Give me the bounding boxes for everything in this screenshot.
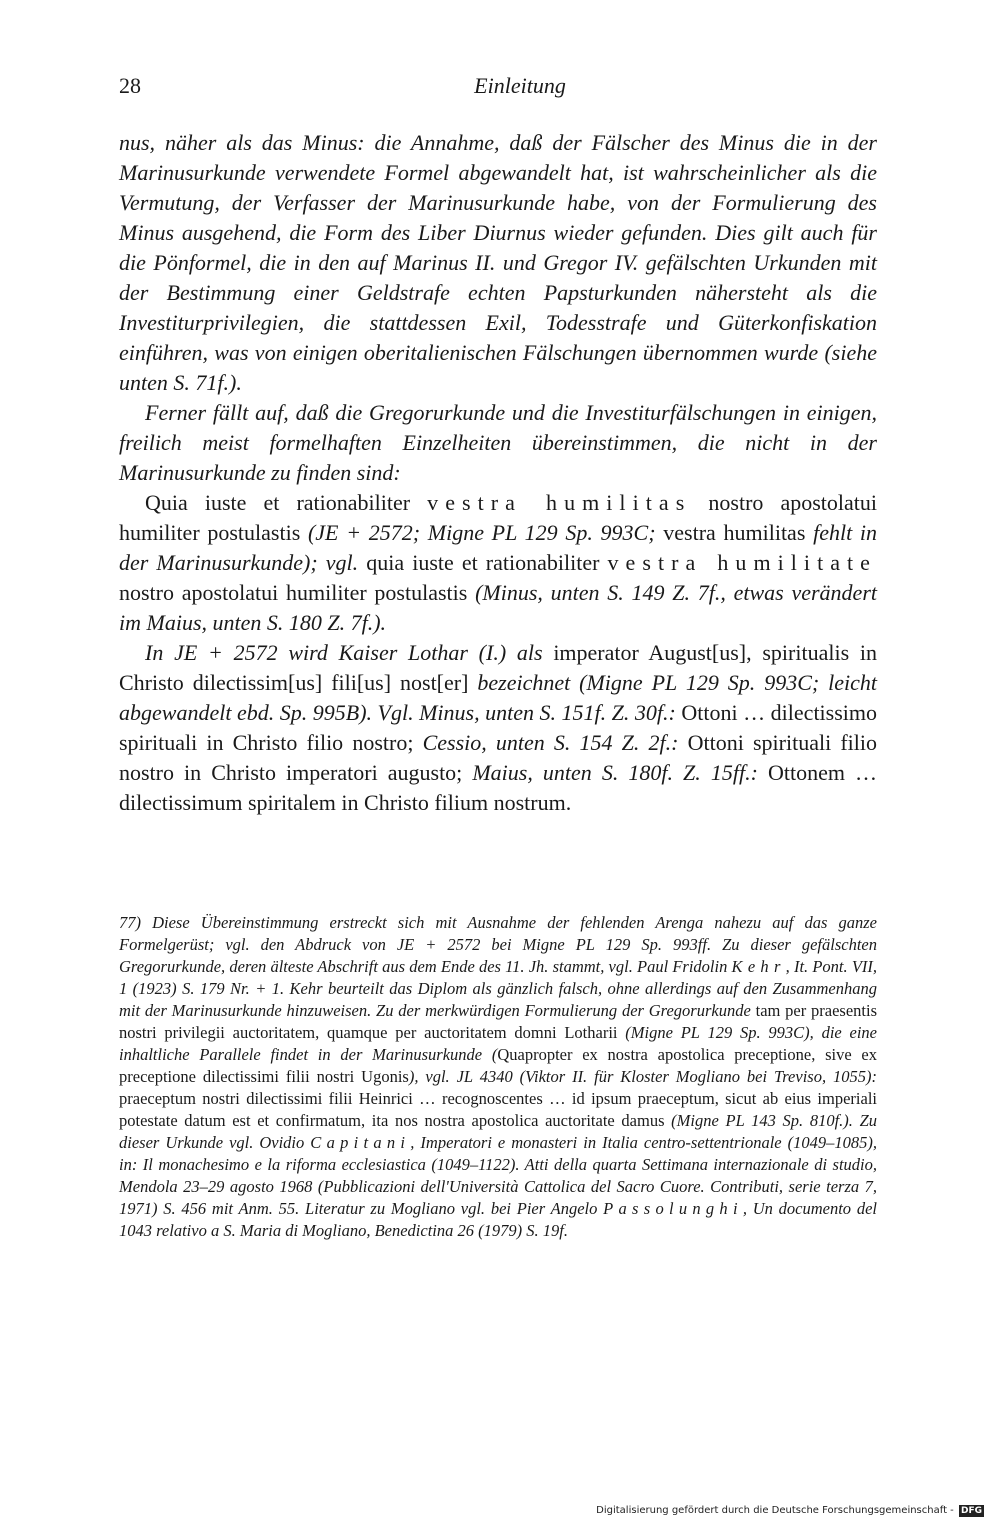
footnote-text: , Un documento del 1043 relativo a S. Maria di Mogliano, Benedictina 26 (1979) S. 19f.: [119, 1199, 877, 1240]
credit-text: Digitalisierung gefördert durch die Deutsche Forschungsgemeinschaft -: [596, 1505, 954, 1516]
author-name: Passolunghi: [603, 1199, 743, 1218]
latin-quote: praeceptum nostri dilectissimi filii Heinrici … recognoscentes … id ipsum praeceptum, sicut ab eius imperiali potestate datum est et confirmatum, ita nos nostra apostolica auctoritate damus: [119, 1089, 877, 1130]
latin-quote: Ottoni … dilectissimo spirituali in Christo filio nostro;: [119, 700, 878, 755]
latin-quote: Ottoni spirituali filio nostro in Christo imperatori augusto;: [119, 730, 877, 785]
page-number: 28: [119, 73, 141, 98]
latin-quote: imperator August[us], spiritualis in Christo dilectissim[us] fili[us] nost[er]: [119, 640, 877, 695]
citation: Cessio, unten S. 154 Z. 2f.:: [422, 730, 679, 755]
latin-quote: quia iuste et rationabiliter: [366, 550, 600, 575]
citation: (Minus, unten S. 149 Z. 7f., etwas verändert im Maius, unten S. 180 Z. 7f.).: [119, 580, 877, 635]
footnote-77: [119, 912, 877, 1242]
latin-quote: nostro apostolatui humiliter postulastis: [119, 490, 878, 545]
author-name: Capitani: [310, 1133, 411, 1152]
author-name: Kehr: [731, 957, 786, 976]
spaced-term: vestra humilitate: [607, 550, 877, 575]
latin-quote: Quia iuste et rationabiliter: [145, 490, 411, 515]
footnote-text: 77) Diese Übereinstimmung erstreckt sich mit Ausnahme der fehlenden Arenga nahezu auf das ganze Formelgerüst; vgl. den Abdruck von JE + 2572 bei Migne PL 129 Sp. 993ff. Zu dieser gefälschten Gregorurkunde, deren älteste Abschrift aus dem Ende des 11. Jh. stammt, vgl. Paul Fridolin: [119, 913, 877, 976]
latin-quote: tam per praesentis nostri privilegii auctoritatem, quamque per auctoritatem domni Lotharii: [119, 1001, 877, 1042]
running-head: Einleitung: [474, 73, 566, 98]
footnote-text: ), vgl. JL 4340 (Viktor II. für Kloster Mogliano bei Treviso, 1055):: [408, 1067, 877, 1086]
spaced-term: vestra humilitas: [427, 490, 692, 515]
paragraph-4: [119, 638, 877, 818]
body-text: [119, 128, 877, 818]
paragraph-3: [119, 488, 877, 638]
latin-quote: nostro apostolatui humiliter postulastis: [119, 580, 468, 605]
digitization-credit: [596, 1505, 984, 1517]
citation: bezeichnet (Migne PL 129 Sp. 993C; leicht abgewandelt ebd. Sp. 995B). Vgl. Minus, unten S. 151f. Z. 30f.:: [119, 670, 877, 725]
paragraph-2: Ferner fällt auf, daß die Gregorurkunde und die Investiturfälschungen in einigen, freilich meist formelhaften Einzelheiten übereinstimmen, die nicht in der Marinusurkunde zu finden sind:: [119, 400, 877, 485]
citation: Maius, unten S. 180f. Z. 15ff.:: [472, 760, 758, 785]
footnote-text: , It. Pont. VII, 1 (1923) S. 179 Nr. + 1. Kehr beurteilt das Diplom als gänzlich falsch, ohne allerdings auf den Zusammenhang mit der Marinusurkunde hinzuweisen. Zu der merkwürdigen Formulierung der Gregorurkunde: [119, 957, 878, 1020]
latin-quote: Ottonem … dilectissimum spiritalem in Christo filium nostrum.: [119, 760, 878, 815]
dfg-logo: DFG: [960, 1506, 982, 1516]
footnote-text: , Imperatori e monasteri in Italia centro-settentrionale (1049–1085), in: Il monachesimo e la riforma ecclesiastica (1049–1122). Atti della quarta Settimana internazionale di studio, Mendola 23–29 agosto 1968 (Pubblicazioni dell'Università Cattolica del Sacro Cuore. Contributi, serie terza 7, 1971) S. 456 mit Anm. 55. Literatur zu Mogliano vgl. bei Pier Angelo: [119, 1133, 878, 1218]
footnote-text: (Migne PL 129 Sp. 993C), die eine inhaltliche Parallele findet in der Marinusurkunde (: [119, 1023, 878, 1064]
footnotes: [119, 912, 877, 1242]
paragraph-1: nus, näher als das Minus: die Annahme, daß der Fälscher des Minus die in der Marinusurkunde verwendete Formel abgewandelt hat, ist wahrscheinlicher als die Vermutung, der Verfasser der Marinusurkunde habe, von der Formulierung des Minus ausgehend, die Form des Liber Diurnus wieder gefunden. Dies gilt auch für die Pönformel, die in den auf Marinus II. und Gregor IV. gefälschten Urkunden mit der Bestimmung einer Geldstrafe echten Papsturkunden nähersteht als die Investiturprivilegien, die stattdessen Exil, Todesstrafe und Güterkonfiskation einführen, was von einigen oberitalienischen Fälschungen übernommen wurde (siehe unten S. 71f.).: [119, 130, 877, 395]
citation: (JE + 2572; Migne PL 129 Sp. 993C;: [307, 520, 656, 545]
commentary: fehlt in der Marinusurkunde); vgl.: [119, 520, 878, 575]
latin-quote: vestra humilitas: [663, 520, 806, 545]
latin-quote: Quapropter ex nostra apostolica preceptione, sive ex preceptione dilectissimi filii nostri Ugonis: [119, 1045, 877, 1086]
commentary: In JE + 2572 wird Kaiser Lothar (I.) als: [145, 640, 543, 665]
footnote-text: (Migne PL 143 Sp. 810f.). Zu dieser Urkunde vgl. Ovidio: [119, 1111, 877, 1152]
